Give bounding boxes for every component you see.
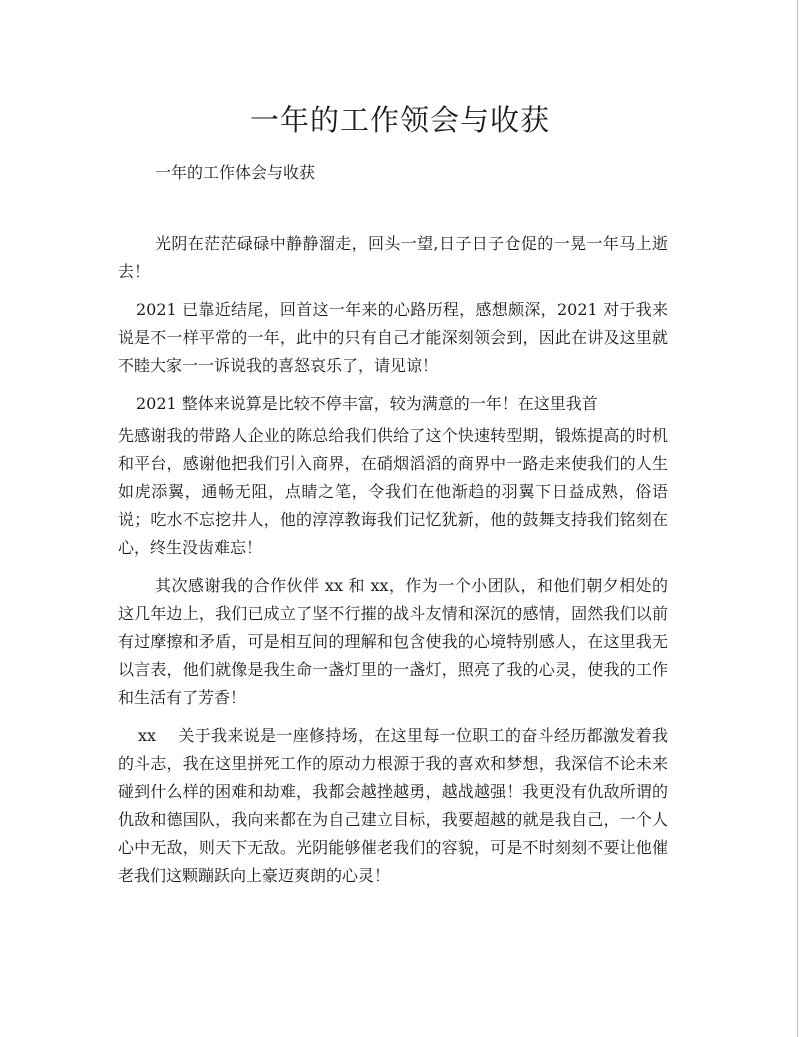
document-title: 一年的工作领会与收获 bbox=[249, 103, 550, 137]
paragraph-2 bbox=[118, 296, 668, 380]
page-edge-divider bbox=[797, 0, 798, 1037]
paragraph-2-body: 于我来说是不一样平常的一年，此中的只有自己才能深刻领会到，因此在讲及这里就不睦大家一一诉说我的喜怒哀乐了，请见谅！ bbox=[118, 300, 668, 375]
paragraph-2-lead: 2021 已靠近结尾，回首这一年来的心路历程，感想颇深，2021 对 bbox=[136, 300, 620, 319]
paragraph-1: 光阴在茫茫碌碌中静静溜走，回头一望,日子日子仓促的一晃一年马上逝去！ bbox=[118, 234, 668, 281]
paragraph-3-lead: 2021 整体来说算是比较不停丰富，较为满意的一年！在这里我首 bbox=[136, 394, 598, 413]
paragraph-5-lead: xx bbox=[138, 726, 157, 745]
paragraph-5-body: 关于我来说是一座修持场，在这里每一位职工的奋斗经历都激发着我的斗志，我在这里拼死工作的原动力根源于我的喜欢和梦想，我深信不论未来碰到什么样的困难和劫难，我都会越挫越勇，越战越强！我更没有仇敌所谓的仇敌和德国队，我向来都在为自己建立目标，我要超越的就是我自己，一个人心中无敌，则天下无敌。光阴能够催老我们的容貌，可是不时刻刻不要让他催老我们这颗蹦跃向上豪迈爽朗的心灵！ bbox=[118, 726, 668, 885]
paragraph-4: 其次感谢我的合作伙伴 xx 和 xx，作为一个小团队，和他们朝夕相处的这几年边上，我们已成立了坚不行摧的战斗友情和深沉的感情，固然我们以前有过摩擦和矛盾，可是相互间的理解和包含使我的心境特别感人，在这里我无以言表，他们就像是我生命一盏灯里的一盏灯，照亮了我的心灵，使我的工作和生活有了芳香！ bbox=[118, 576, 668, 707]
paragraph-3 bbox=[118, 390, 668, 562]
paragraph-3-body: 先感谢我的带路人企业的陈总给我们供给了这个快速转型期，锻炼提高的时机和平台，感谢他把我们引入商界，在硝烟滔滔的商界中一路走来使我们的人生如虎添翼，通畅无阻，点睛之笔，令我们在他渐趋的羽翼下日益成熟，俗语说；吃水不忘挖井人，他的淳淳教诲我们记忆犹新，他的鼓舞支持我们铭刻在心，终生没齿难忘！ bbox=[118, 426, 668, 557]
document-subtitle: 一年的工作体会与收获 bbox=[155, 163, 316, 182]
paragraph-5 bbox=[118, 722, 668, 890]
